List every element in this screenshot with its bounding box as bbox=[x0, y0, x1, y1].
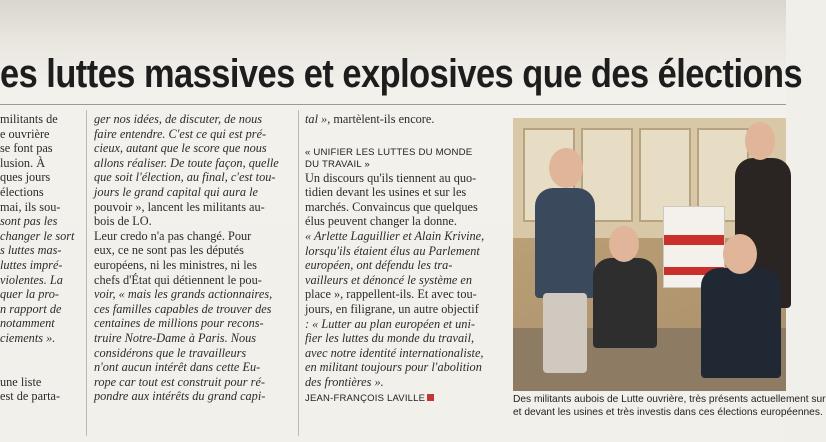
text-line: est de parta- bbox=[0, 389, 61, 404]
text-line: en militant toujours pour l'abolition bbox=[305, 360, 482, 375]
text-line: s luttes mas- bbox=[0, 243, 62, 258]
text-line: cieux, autant que le score que nous bbox=[94, 141, 267, 156]
text-line: lusion. À bbox=[0, 155, 46, 170]
section-subhead: « UNIFIER LES LUTTES DU MONDE DU TRAVAIL » bbox=[305, 146, 473, 170]
text-line: ger nos idées, de discuter, de nous bbox=[94, 112, 263, 126]
text-line: que soit l'élection, au final, c'est tou- bbox=[94, 170, 276, 185]
text-line: européen, ont défendu les tra- bbox=[305, 258, 453, 273]
column-1 bbox=[0, 112, 75, 404]
text-line bbox=[0, 360, 70, 375]
text-line: centaines de millions pour recons- bbox=[94, 316, 264, 331]
text-line: vailleurs et dénoncé le système en bbox=[305, 272, 472, 287]
text-line: ces familles capables de trouver des bbox=[94, 301, 272, 316]
text-line: truire Notre-Dame à Paris. Nous bbox=[94, 330, 257, 345]
text-line: notamment bbox=[0, 316, 55, 331]
text-line: européens, ni les ministres, ni les bbox=[94, 257, 257, 272]
text-line: considérons que le travailleurs bbox=[94, 345, 247, 360]
text-line: pondre aux intérêts du grand capi- bbox=[94, 389, 266, 404]
author-byline: JEAN-FRANÇOIS LAVILLE bbox=[305, 392, 502, 407]
text-line: militants de bbox=[0, 112, 58, 126]
text-line: élections bbox=[0, 184, 44, 199]
column-3 bbox=[305, 112, 502, 406]
text-line: violentes. La bbox=[0, 272, 63, 287]
column-2 bbox=[94, 112, 290, 404]
text-line: Leur credo n'a pas changé. Pour bbox=[94, 228, 252, 243]
text-line: élus peuvent changer la donne. bbox=[305, 214, 457, 229]
text-line: sont pas les bbox=[0, 214, 58, 229]
photo-caption: Des militants aubois de Lutte ouvrière, très présents actuellement sur et devant les usines et très investis dans ces élections européennes. bbox=[513, 394, 826, 418]
text-line: pouvoir », lancent les militants au- bbox=[94, 199, 265, 214]
text-line: faire entendre. C'est ce qui est pré- bbox=[94, 126, 267, 141]
text-line: place », rappellent-ils. Et avec tou- bbox=[305, 287, 477, 302]
text-line: fier les luttes du monde du travail, bbox=[305, 331, 475, 346]
text-line: n'ont aucun intérêt dans cette Eu- bbox=[94, 360, 261, 375]
text-line: voir, « mais les grands actionnaires, bbox=[94, 287, 273, 302]
text-line: rope car tout est construit pour ré- bbox=[94, 374, 266, 389]
text-line: chefs d'État qui détiennent le pou- bbox=[94, 272, 262, 287]
column-3-top-line: tal », martèlent-ils encore. bbox=[305, 112, 435, 126]
text-line: jours le grand capital qui aura le bbox=[94, 184, 258, 199]
column-3-body bbox=[305, 171, 502, 390]
text-line: marchés. Convaincus que quelques bbox=[305, 199, 478, 214]
text-line: mai, ils sou- bbox=[0, 199, 61, 214]
text-line: : « Lutter au plan européen et uni- bbox=[305, 316, 475, 331]
text-line: eux, ce ne sont pas les députés bbox=[94, 243, 244, 258]
text-line: une liste bbox=[0, 374, 42, 389]
text-line: lorsqu'ils étaient élus au Parlement bbox=[305, 243, 480, 258]
headline-divider bbox=[0, 104, 786, 105]
text-line: ques jours bbox=[0, 170, 51, 185]
article-headline: es luttes massives et explosives que des élections bbox=[0, 52, 803, 96]
text-line: allons réaliser. De toute façon, quelle bbox=[94, 155, 279, 170]
column-divider bbox=[86, 110, 87, 436]
text-line: jours, en filigrane, un autre objectif bbox=[305, 301, 479, 316]
article-photo bbox=[513, 118, 786, 391]
text-line: ciements ». bbox=[0, 330, 56, 345]
column-divider bbox=[298, 110, 299, 436]
text-line: luttes impré- bbox=[0, 257, 63, 272]
text-line: « Arlette Laguillier et Alain Krivine, bbox=[305, 228, 485, 243]
text-line: se font pas bbox=[0, 141, 53, 156]
text-line: Un discours qu'ils tiennent au quo- bbox=[305, 170, 477, 185]
text-line: bois de LO. bbox=[94, 214, 152, 229]
text-line: e ouvrière bbox=[0, 126, 50, 141]
text-line: n rapport de bbox=[0, 301, 62, 316]
end-mark-icon bbox=[427, 394, 434, 401]
text-line: quer la pro- bbox=[0, 287, 59, 302]
text-line: des frontières ». bbox=[305, 374, 384, 389]
text-line bbox=[0, 346, 70, 361]
text-line: changer le sort bbox=[0, 228, 75, 243]
text-line: avec notre identité internationaliste, bbox=[305, 345, 484, 360]
text-line: tidien devant les usines et sur les bbox=[305, 185, 467, 200]
